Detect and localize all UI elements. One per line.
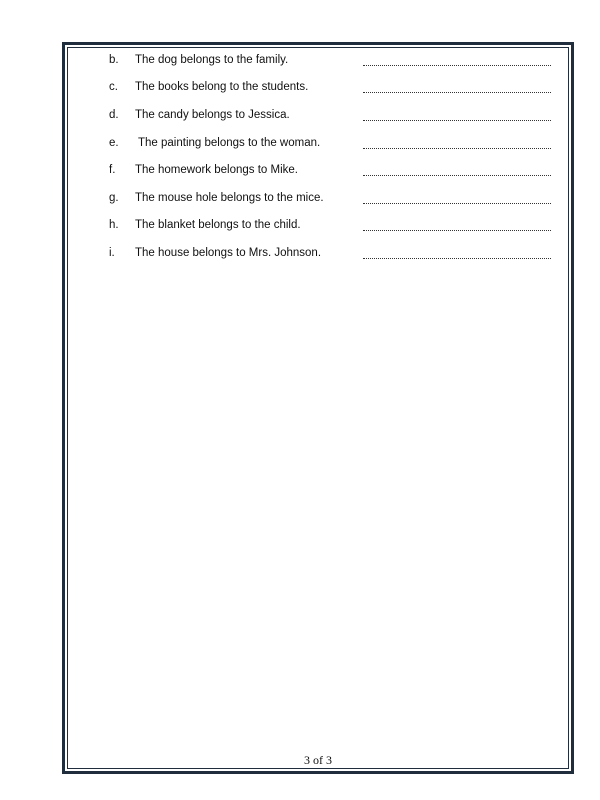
- item-letter: b.: [109, 54, 119, 66]
- answer-line[interactable]: [363, 54, 551, 66]
- answer-line[interactable]: [363, 109, 551, 121]
- exercise-item-d: [65, 105, 571, 125]
- exercise-item-g: [65, 188, 571, 208]
- answer-line[interactable]: [363, 219, 551, 231]
- item-sentence: The candy belongs to Jessica.: [135, 109, 290, 121]
- item-letter: h.: [109, 219, 119, 231]
- item-sentence: The homework belongs to Mike.: [135, 164, 298, 176]
- answer-line[interactable]: [363, 247, 551, 259]
- exercise-item-i: [65, 243, 571, 263]
- exercise-item-e: [65, 133, 571, 153]
- answer-line[interactable]: [363, 137, 551, 149]
- item-letter: e.: [109, 137, 119, 149]
- exercise-item-f: [65, 160, 571, 180]
- exercise-item-h: [65, 215, 571, 235]
- answer-line[interactable]: [363, 81, 551, 93]
- answer-line[interactable]: [363, 192, 551, 204]
- page-border: [62, 42, 574, 774]
- item-letter: i.: [109, 247, 115, 259]
- item-letter: c.: [109, 81, 118, 93]
- item-letter: f.: [109, 164, 116, 176]
- item-letter: d.: [109, 109, 119, 121]
- exercise-item-c: [65, 77, 571, 97]
- item-sentence: The dog belongs to the family.: [135, 54, 289, 66]
- item-sentence: The books belong to the students.: [135, 81, 309, 93]
- item-sentence: The blanket belongs to the child.: [135, 219, 301, 231]
- item-sentence: The mouse hole belongs to the mice.: [135, 192, 324, 204]
- item-sentence: The house belongs to Mrs. Johnson.: [135, 247, 322, 259]
- item-sentence: The painting belongs to the woman.: [138, 137, 321, 149]
- page-number: 3 of 3: [304, 753, 332, 767]
- page-border-inner: [67, 47, 569, 769]
- exercise-item-b: [65, 50, 571, 70]
- item-letter: g.: [109, 192, 119, 204]
- answer-line[interactable]: [363, 164, 551, 176]
